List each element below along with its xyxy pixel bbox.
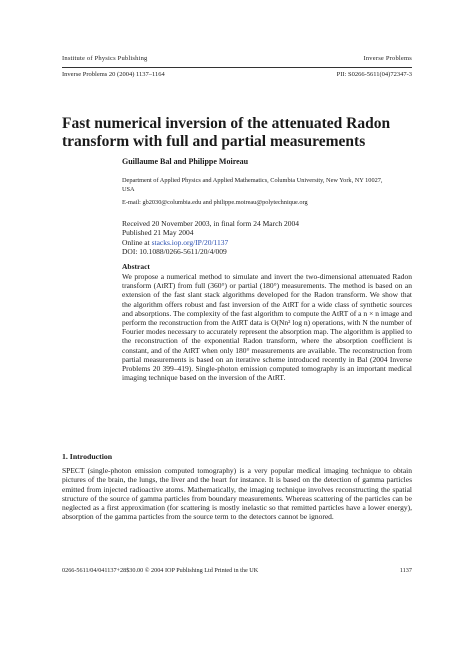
header-divider — [62, 67, 412, 68]
author-affiliation: Department of Applied Physics and Applied Mathematics, Columbia University, New York, NY 10027, USA — [122, 177, 383, 193]
journal-citation: Inverse Problems 20 (2004) 1137–1164 — [62, 71, 165, 78]
doi-line: DOI: 10.1088/0266-5611/20/4/009 — [122, 246, 227, 256]
article-title: Fast numerical inversion of the attenuated Radon transform with full and partial measurements — [62, 115, 391, 150]
published-date: Published 21 May 2004 — [122, 228, 194, 238]
abstract-text: We propose a numerical method to simulate and invert the two-dimensional attenuated Radon transform (AtRT) from full (360°) or partial (180°) measurements. The method is based on an extension of the fast slant stack algorithms developed for the Radon transform. We show that the algorithm offers robust and fast inversion of the AtRT for a wide class of synthetic sources and absorptions. The complexity of the fast algorithm to compute the AtRT of a n × n image and perform the reconstruction from the AtRT data is O(Nn² log n) operations, with N the number of Fourier modes necessary to accurately represent the absorption map. The algorithm is applied to the reconstruction of the exponential Radon transform, where the absorption coefficient is constant, and of the AtRT when only 180° measurements are available. The reconstruction from partial measurements is based on an iterative scheme introduced recently in Bal (2004 Inverse Problems 20 399–419). Single-photon emission computed tomography is an important medical imaging technique based on the inversion of the AtRT. — [122, 272, 412, 383]
pii-label: PII: S0266-5611(04)72347-3 — [336, 71, 412, 78]
received-date: Received 20 November 2003, in final form 24 March 2004 — [122, 219, 300, 228]
author-email: E-mail: gb2030@columbia.edu and philippe.moireau@polytechnique.org — [122, 199, 308, 206]
journal-label: Inverse Problems — [363, 55, 412, 62]
article-authors: Guillaume Bal and Philippe Moireau — [122, 157, 249, 166]
online-line — [122, 238, 392, 247]
publisher-label: Institute of Physics Publishing — [62, 55, 148, 62]
page-number: 1137 — [399, 567, 412, 574]
copyright-line: 0266-5611/04/041137+28$30.00 © 2004 IOP Publishing Ltd Printed in the UK — [62, 567, 259, 574]
introduction-text: SPECT (single-photon emission computed tomography) is a very popular medical imaging technique to obtain pictures of the brain, the lungs, the liver and the heart for instance. It is based on the detection of gamma particles emitted from injected radioactive atoms. Mathematically, the imaging technique involves reconstructing the spatial structure of the source of gamma particles from boundary measurements. Whereas scattering of the particles can be neglected as a first approximation (for scattering is mostly inelastic so that remitted particles have a lower energy), absorption of the gamma particles from the source term to the detectors cannot be ignored. — [62, 466, 412, 522]
page-footer — [62, 567, 412, 577]
introduction-heading: 1. Introduction — [62, 452, 113, 461]
journal-citation-line — [62, 71, 412, 83]
online-prefix: Online at — [122, 237, 152, 247]
online-link[interactable]: stacks.iop.org/IP/20/1137 — [151, 237, 229, 247]
publication-history — [122, 219, 392, 256]
running-head — [62, 55, 412, 67]
abstract-heading: Abstract — [122, 262, 150, 271]
